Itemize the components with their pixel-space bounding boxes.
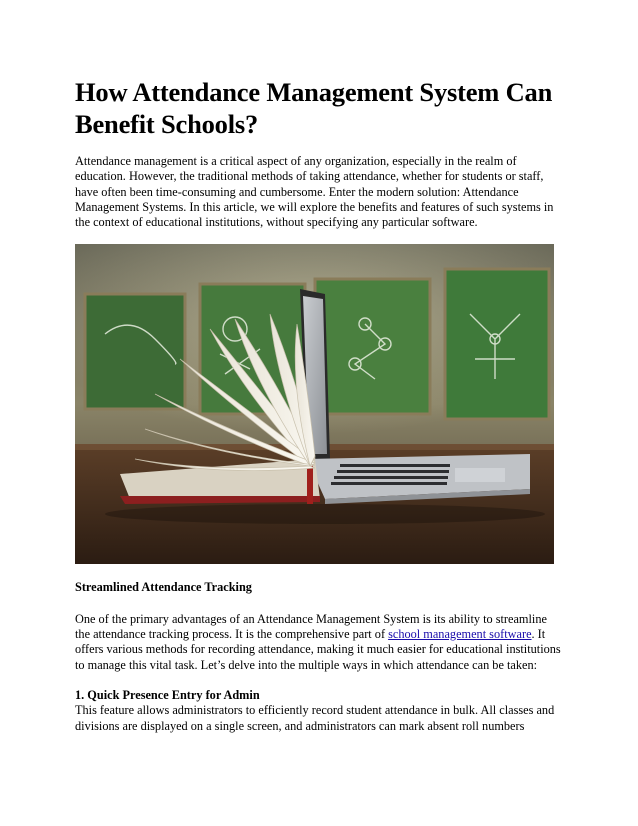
section-heading: Streamlined Attendance Tracking bbox=[75, 580, 252, 595]
section-paragraph bbox=[75, 612, 565, 673]
page-title: How Attendance Management System Can Benefit Schools? bbox=[75, 77, 553, 139]
subsection-heading: 1. Quick Presence Entry for Admin bbox=[75, 687, 260, 702]
section-text-start: One of the primary advantages of an Attendance Management System is its ability to streamline the attendance tracking process. It is the comprehensive part of bbox=[75, 611, 547, 642]
intro-paragraph: Attendance management is a critical aspect of any organization, especially in the realm of education. However, the traditional methods of taking attendance, whether for students or staff, have often been time-consuming and cumbersome. Enter the modern solution: Attendance Management Systems. In this article, we will explore the benefits and features of such systems in the context of educational institutions, without specifying any particular software. bbox=[75, 154, 554, 230]
school-management-software-link[interactable]: school management software bbox=[388, 627, 532, 642]
section-text-end: . It offers various methods for recording attendance, making it much easier for educational institutions to manage this vital task. Let’s delve into the multiple ways in which attendance can be taken: bbox=[75, 627, 561, 672]
hero-image bbox=[75, 244, 554, 564]
subsection-paragraph: This feature allows administrators to efficiently record student attendance in bulk. All classes and divisions are displayed on a single screen, and administrators can mark absent roll numbers bbox=[75, 703, 555, 733]
document-page bbox=[75, 76, 565, 734]
